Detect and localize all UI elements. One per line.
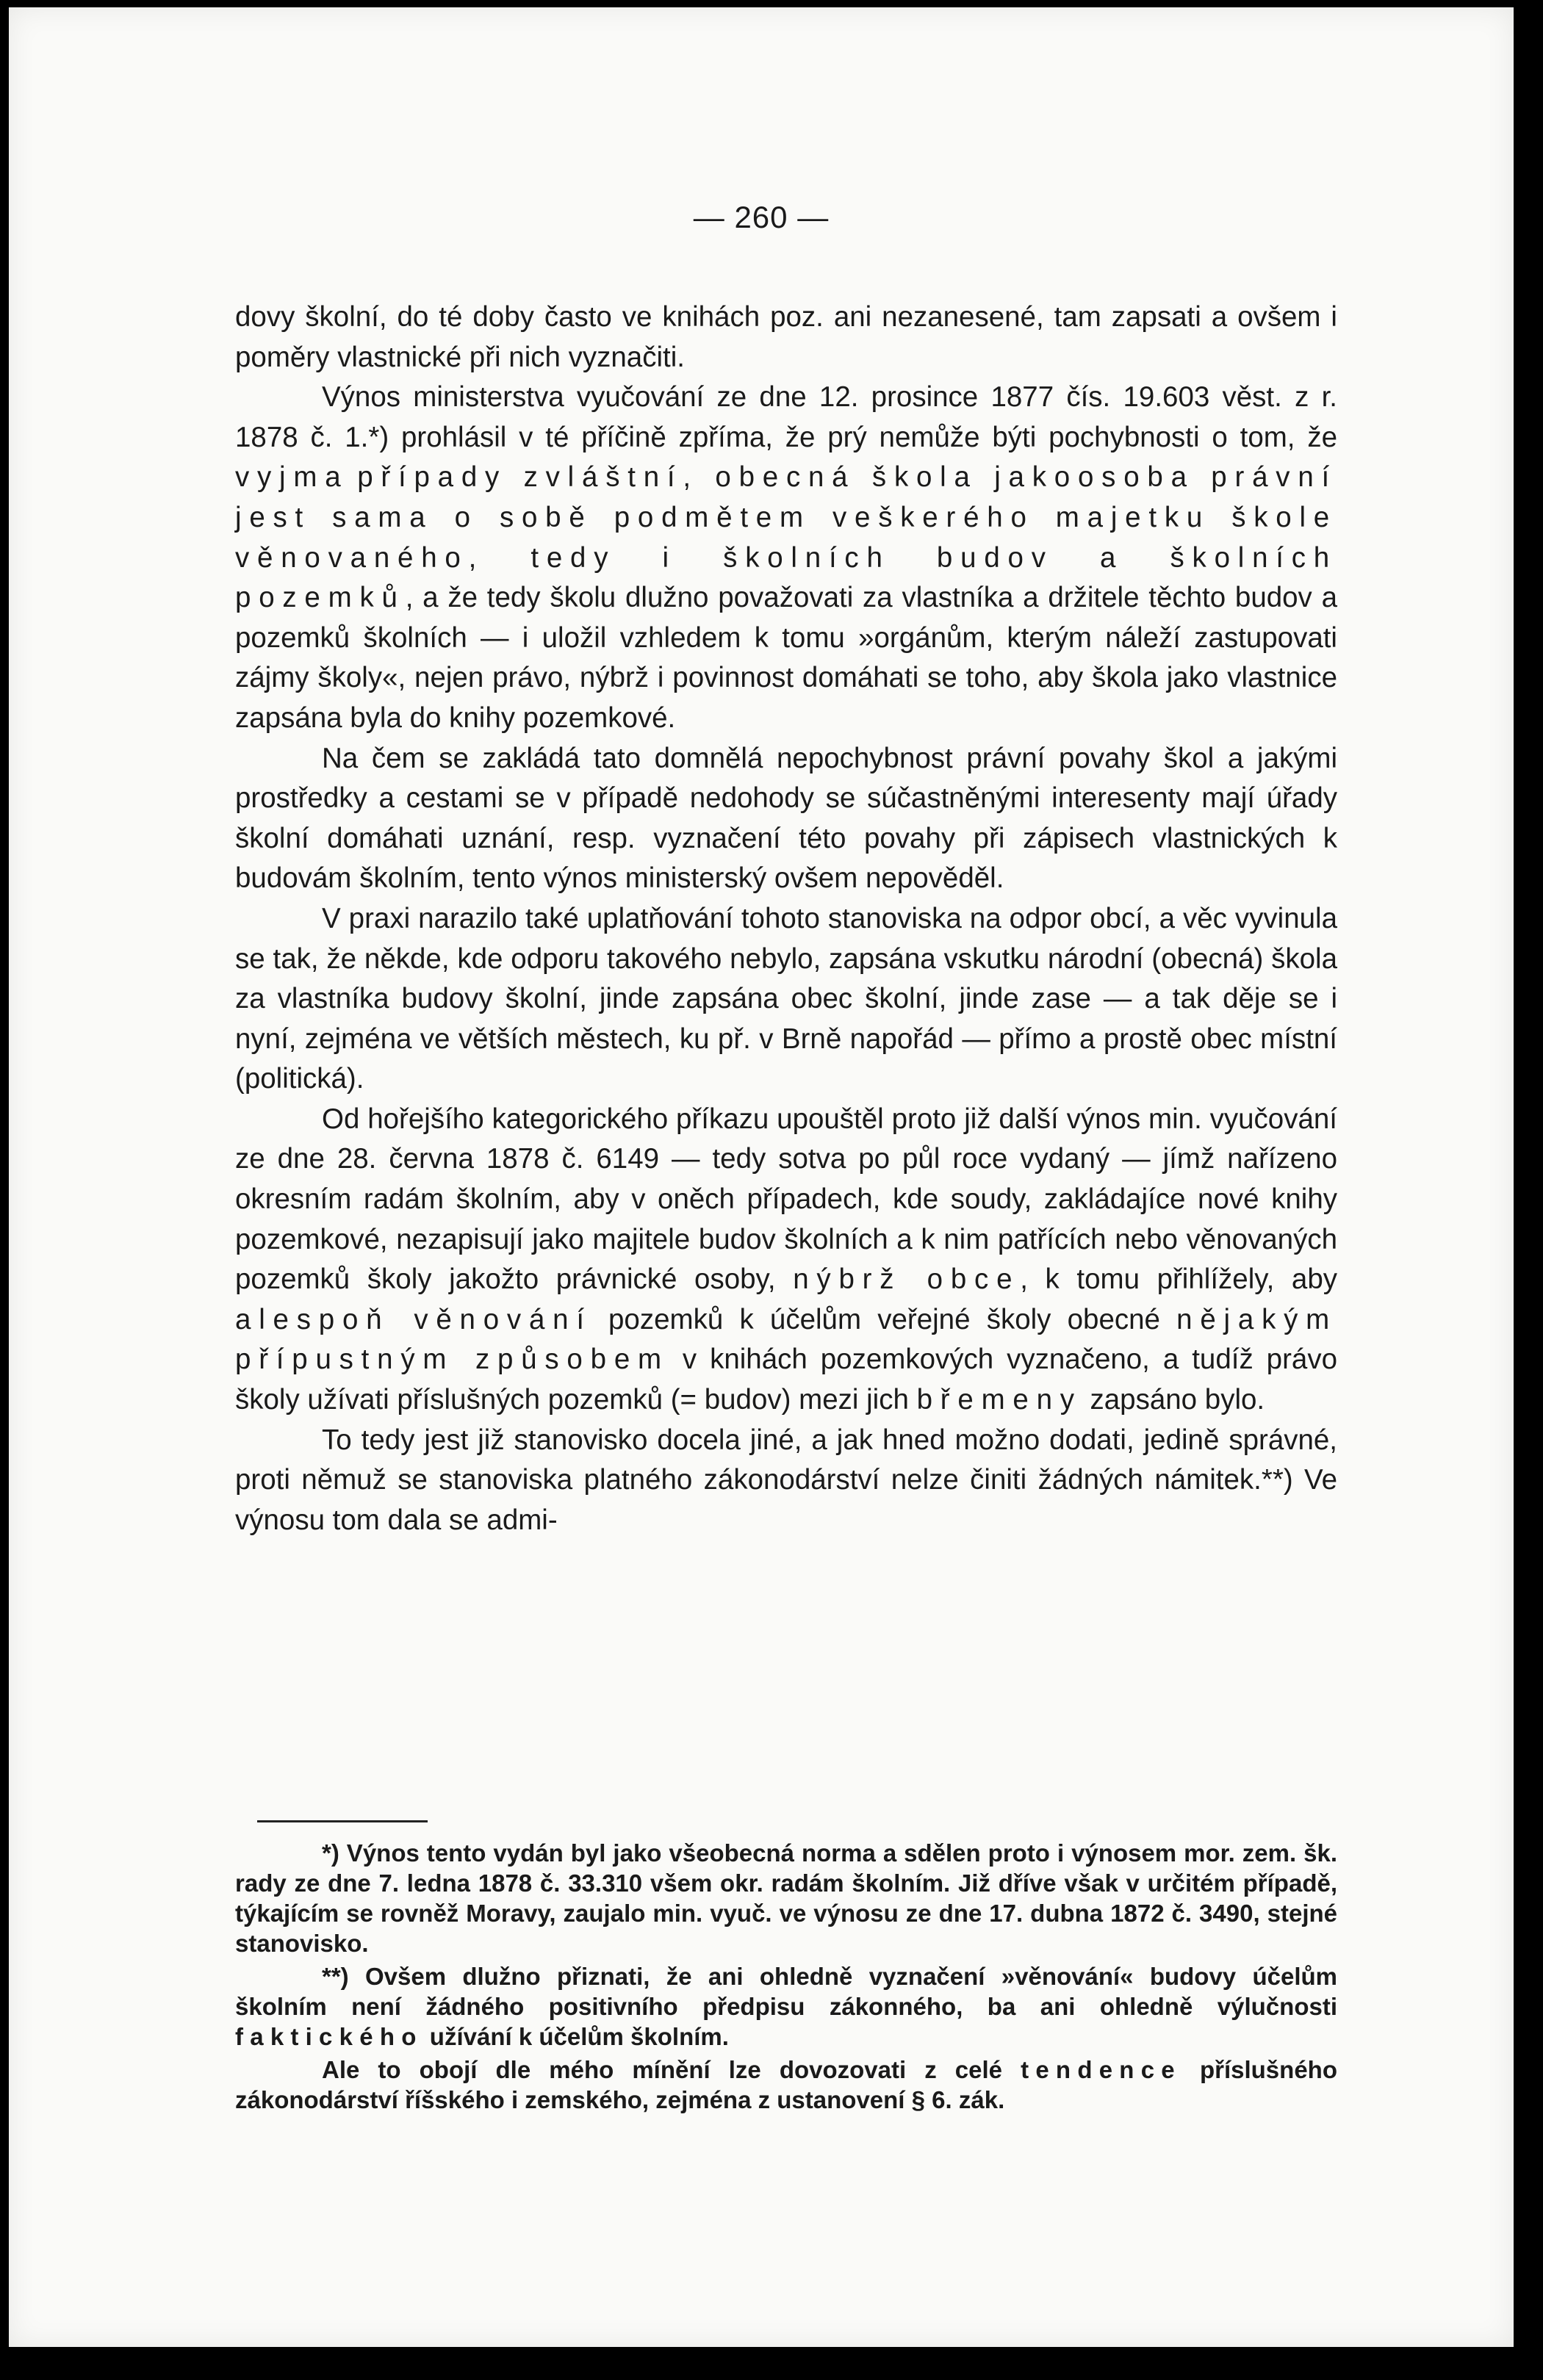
- text-run: Ale to obojí dle mého mínění lze dovozovati z celé: [322, 2056, 1021, 2083]
- spaced-emphasis-text: alespoň věnování: [235, 1303, 592, 1335]
- spaced-emphasis-text: nýbrž obce: [793, 1263, 1021, 1296]
- paragraph-p1: [235, 298, 1337, 378]
- paragraph-p5: [235, 1100, 1337, 1421]
- text-run: užívání k účelům školním.: [422, 2023, 729, 2050]
- spaced-emphasis-text: případy zvláštní, obecná škola jakoosoba právní jest sama o sobě podmětem veškerého majetku škole věnovaného, tedy i školních budov a školních pozemků: [235, 461, 1337, 614]
- footnote-fn2: [235, 1961, 1337, 2052]
- book-page: [9, 7, 1514, 2347]
- spaced-emphasis-text: faktického: [235, 2023, 423, 2050]
- paragraph-p4: [235, 899, 1337, 1100]
- text-run: To tedy jest již stanovisko docela jiné, a jak hned možno dodati, jedině správné, proti němuž se stanoviska platného zákonodárství nelze činiti žádných námitek.**) Ve výnosu tom dala se admi-: [235, 1424, 1337, 1536]
- text-run: [348, 461, 357, 493]
- spaced-emphasis-text: břemeny: [916, 1384, 1082, 1416]
- footnote-fn3: [235, 2055, 1337, 2115]
- text-run: pozemků k účelům veřejné školy obecné: [591, 1303, 1177, 1335]
- spaced-emphasis-text: vyjma: [235, 461, 349, 494]
- text-run: **) Ovšem dlužno přiznati, že ani ohledně vyznačení »věnování« budovy účelům školním není žádného positivního předpisu zákonného, ba ani ohledně výlučnosti: [235, 1963, 1337, 2020]
- text-run: dovy školní, do té doby často ve knihách poz. ani nezanesené, tam zapsati a ovšem i poměry vlastnické při nich vyznačiti.: [235, 301, 1337, 373]
- paragraph-p3: [235, 739, 1337, 899]
- paragraph-p6: [235, 1421, 1337, 1541]
- text-run: příslušného zákonodárství říšského i zemského, zejména z ustanovení § 6. zák.: [235, 2056, 1337, 2113]
- spaced-emphasis-text: nějakým přípustným způsobem: [235, 1303, 1337, 1376]
- text-run: V praxi narazilo také uplatňování tohoto stanoviska na odpor obcí, a věc vyvinula se tak, že někde, kde odporu takového nebylo, zapsána vskutku národní (obecná) škola za vlastníka budovy školní, jinde zapsána obec školní, jinde zase — a tak děje se i nyní, zejména ve větších městech, ku př. v Brně napořád — přímo a prostě obec místní (politická).: [235, 902, 1337, 1095]
- footnotes: [235, 1838, 1337, 2115]
- paragraph-p2: [235, 378, 1337, 738]
- text-run: Na čem se zakládá tato domnělá nepochybnost právní povahy škol a jakými prostředky a cestami se v případě nedohody se súčastněnými interesenty mají úřady školní domáhati uznání, resp. vyznačení této povahy při zápisech vlastnických k budovám školním, tento výnos ministerský ovšem nepověděl.: [235, 742, 1337, 895]
- text-run: Od hořejšího kategorického příkazu upouštěl proto již další výnos min. vyučování ze dne 28. června 1878 č. 6149 — tedy sotva po půl roce vydaný — jímž nařízeno okresním radám školním, aby v oněch případech, kde soudy, zakládajíce nové knihy pozemkové, nezapisují jako majitele budov školních a k nim patřících nebo věnovaných pozemků školy jakožto právnické osoby,: [235, 1103, 1337, 1296]
- footnote-separator: [257, 1820, 428, 1822]
- footnote-fn1: [235, 1838, 1337, 1958]
- text-run: , a že tedy školu dlužno považovati za vlastníka a držitele těchto budov a pozemků školních — i uložil vzhledem k tomu »orgánům, kterým náleží zastupovati zájmy školy«, nejen právo, nýbrž i povinnost domáhati se toho, aby škola jako vlastnice zapsána byla do knihy pozemkové.: [235, 582, 1337, 734]
- text-run: zapsáno bylo.: [1082, 1384, 1265, 1416]
- text-run: v knihách pozemkových vyznačeno, a tudíž právo školy užívati příslušných pozemků (= budov) mezi jich: [235, 1344, 1337, 1416]
- page-number: — 260 —: [693, 200, 830, 234]
- spaced-emphasis-text: tendence: [1021, 2056, 1181, 2083]
- main-text: [235, 298, 1337, 1540]
- text-run: , k tomu přihlížely, aby: [1020, 1263, 1337, 1296]
- text-run: Výnos ministerstva vyučování ze dne 12. prosince 1877 čís. 19.603 věst. z r. 1878 č. 1.*) prohlásil v té příčině zpříma, že prý nemůže býti pochybnosti o tom, že: [235, 381, 1337, 453]
- text-run: *) Výnos tento vydán byl jako všeobecná norma a sdělen proto i výnosem mor. zem. šk. rady ze dne 7. ledna 1878 č. 33.310 všem okr. radám školním. Již dříve však v určitém případě, týkajícím se rovněž Moravy, zaujalo min. vyuč. ve výnosu ze dne 17. dubna 1872 č. 3490, stejné stanovisko.: [235, 1839, 1337, 1957]
